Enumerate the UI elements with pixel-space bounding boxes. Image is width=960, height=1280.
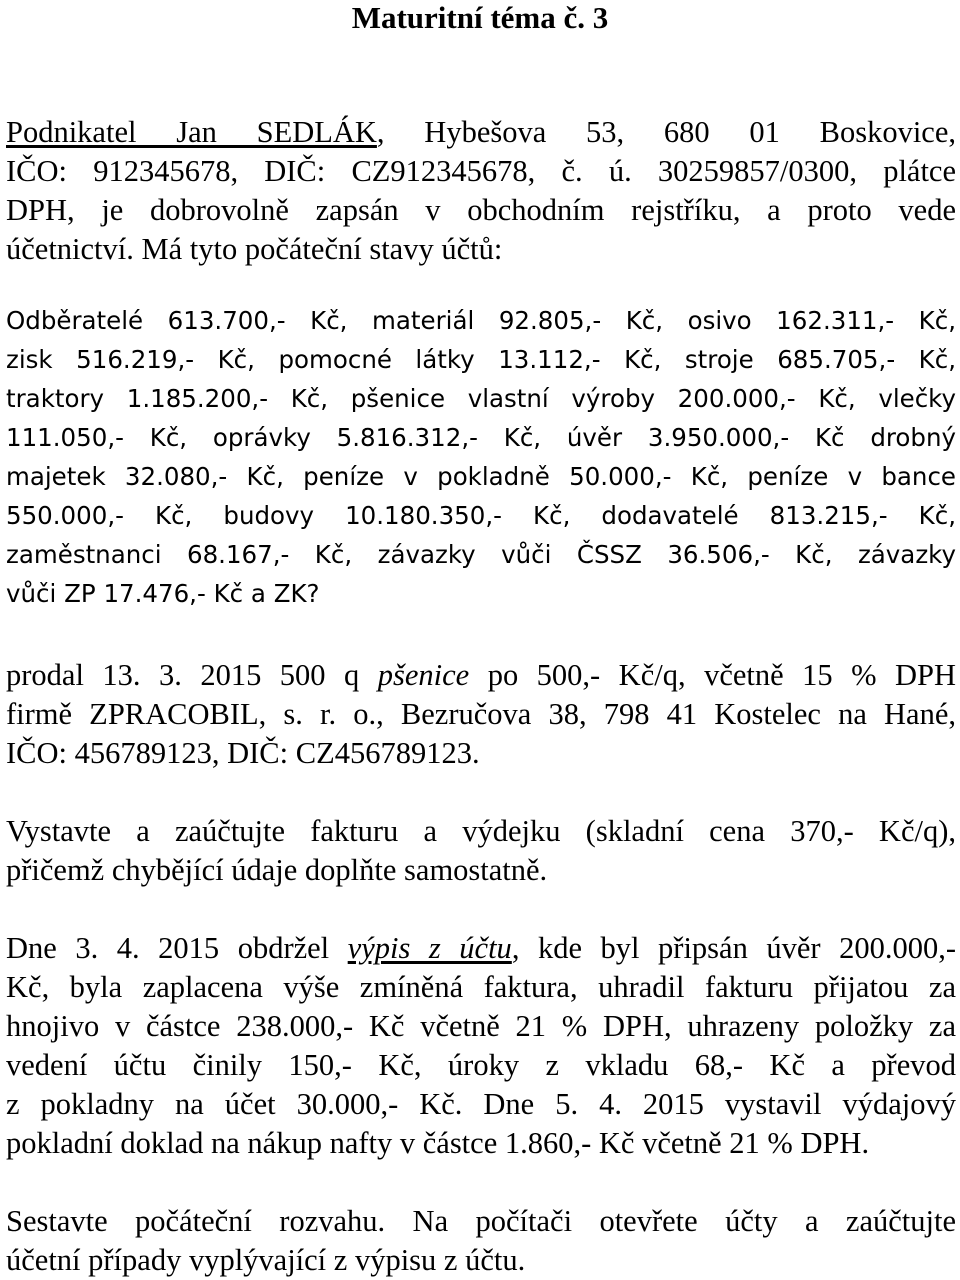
sale-line-2: firmě ZPRACOBIL, s. r. o., Bezručova 38, 798 41 Kostelec na Hané, [6, 697, 956, 731]
balances-line-7: zaměstnanci 68.167,- Kč, závazky vůči ČSSZ 36.506,- Kč, závazky [6, 540, 956, 569]
statement-line-2: Kč, byla zaplacena výše zmíněná faktura, uhradil fakturu přijatou za [6, 970, 956, 1004]
entrepreneur-name: Podnikatel Jan SEDLÁK [6, 115, 377, 149]
balances-paragraph [6, 301, 956, 613]
statement-line-4: vedení účtu činily 150,- Kč, úroky z vkladu 68,- Kč a převod [6, 1048, 956, 1082]
balances-line-1: Odběratelé 613.700,- Kč, materiál 92.805,- Kč, osivo 162.311,- Kč, [6, 306, 956, 335]
statement-line-3: hnojivo v částce 238.000,- Kč včetně 21 % DPH, uhrazeny položky za [6, 1009, 956, 1043]
statement-line-5: z pokladny na účet 30.000,- Kč. Dne 5. 4. 2015 vystavil výdajový [6, 1087, 956, 1121]
balances-line-2: zisk 516.219,- Kč, pomocné látky 13.112,- Kč, stroje 685.705,- Kč, [6, 345, 956, 374]
task2-line-1: Sestavte počáteční rozvahu. Na počítači otevřete účty a zaúčtujte [6, 1204, 956, 1238]
intro-line-3: DPH, je dobrovolně zapsán v obchodním rejstříku, a proto vede [6, 193, 956, 227]
statement-line-1: Dne 3. 4. 2015 obdržel výpis z účtu, kde byl připsán úvěr 200.000,- [6, 931, 956, 965]
bank-statement-italic: výpis z účtu [347, 931, 512, 965]
statement-line-6: pokladní doklad na nákup nafty v částce 1.860,- Kč včetně 21 % DPH. [6, 1126, 870, 1160]
sale-line-1: prodal 13. 3. 2015 500 q pšenice po 500,- Kč/q, včetně 15 % DPH [6, 658, 957, 692]
task1-line-2: přičemž chybějící údaje doplňte samostatně. [6, 853, 548, 887]
wheat-italic: pšenice [377, 658, 470, 692]
intro-line-1: Podnikatel Jan SEDLÁK, Hybešova 53, 680 01 Boskovice, [6, 115, 957, 149]
intro-line-2: IČO: 912345678, DIČ: CZ912345678, č. ú. 30259857/0300, plátce [6, 154, 956, 188]
balances-line-5: majetek 32.080,- Kč, peníze v pokladně 50.000,- Kč, peníze v bance [6, 462, 956, 491]
task1-paragraph [6, 812, 956, 890]
intro-paragraph [6, 113, 956, 269]
balances-line-8: vůči ZP 17.476,- Kč a ZK? [6, 579, 320, 608]
statement-paragraph [6, 929, 956, 1163]
intro-line-4: účetnictví. Má tyto počáteční stavy účtů: [6, 232, 503, 266]
task1-line-1: Vystavte a zaúčtujte fakturu a výdejku (skladní cena 370,- Kč/q), [6, 814, 956, 848]
task2-line-2: účetní případy vyplývající z výpisu z účtu. [6, 1243, 526, 1277]
balances-line-4: 111.050,- Kč, oprávky 5.816.312,- Kč, úvěr 3.950.000,- Kč drobný [6, 423, 956, 452]
balances-line-3: traktory 1.185.200,- Kč, pšenice vlastní výroby 200.000,- Kč, vlečky [6, 384, 956, 413]
sale-paragraph [6, 656, 956, 773]
task2-paragraph [6, 1202, 956, 1280]
document-title: Maturitní téma č. 3 [351, 0, 609, 35]
balances-line-6: 550.000,- Kč, budovy 10.180.350,- Kč, dodavatelé 813.215,- Kč, [6, 501, 956, 530]
sale-line-3: IČO: 456789123, DIČ: CZ456789123. [6, 736, 480, 770]
